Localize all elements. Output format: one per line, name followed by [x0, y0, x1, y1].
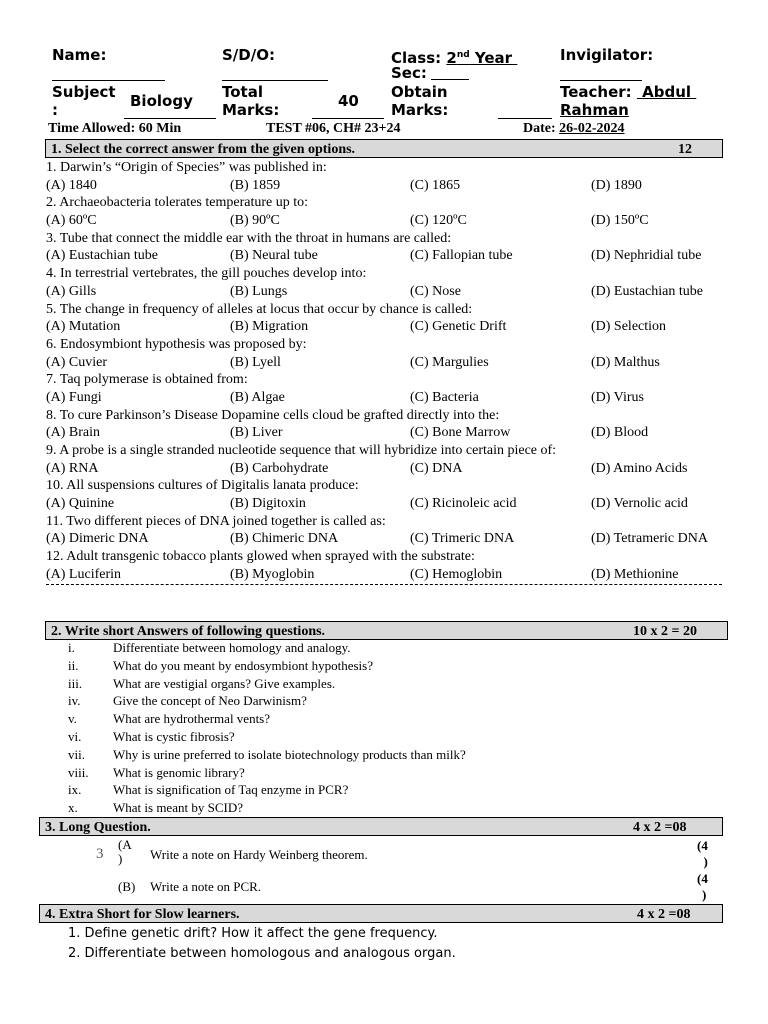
mcq-question: 5. The change in frequency of alleles at locus that occur by chance is called: — [46, 301, 473, 317]
mcq-options-row — [46, 177, 736, 195]
section3-header — [39, 817, 723, 836]
mcq-question: 12. Adult transgenic tobacco plants glowed when sprayed with the substrate: — [46, 549, 475, 565]
mcq-option-c: (C) 120ºC — [410, 213, 467, 229]
invigilator-field-line[interactable] — [560, 80, 642, 81]
short-question-number: vi. — [68, 728, 82, 744]
mcq-option-d: (D) Amino Acids — [591, 460, 688, 476]
mcq-option-b: (B) Algae — [230, 389, 285, 405]
mcq-option-c: (C) Margulies — [410, 354, 489, 370]
name-field-line[interactable] — [52, 80, 165, 81]
mcq-options-row — [46, 460, 736, 478]
mcq-question: 7. Taq polymerase is obtained from: — [46, 372, 248, 388]
mcq-option-d: (D) Nephridial tube — [591, 248, 702, 264]
mcq-question: 2. Archaeobacteria tolerates temperature up to: — [46, 195, 308, 211]
mcq-question: 11. Two different pieces of DNA joined together is called as: — [46, 513, 386, 529]
section-divider — [46, 584, 722, 585]
short-question-text: What is signification of Taq enzyme in PCR? — [113, 782, 349, 798]
mcq-option-c: (C) Fallopian tube — [410, 248, 513, 264]
short-question-text: What are hydrothermal vents? — [113, 711, 271, 727]
mcq-option-c: (C) DNA — [410, 460, 463, 476]
teacher-label: Teacher: — [560, 83, 632, 101]
mcq-option-c: (C) Bacteria — [410, 389, 479, 405]
short-question-number: v. — [68, 711, 77, 727]
short-question-text: What are vestigial organs? Give examples. — [113, 675, 336, 691]
mcq-question: 6. Endosymbiont hypothesis was proposed by: — [46, 336, 307, 352]
date-value: 26-02-2024 — [559, 121, 625, 136]
mcq-option-d: (D) Virus — [591, 389, 644, 405]
mcq-options-row — [46, 247, 736, 265]
mcq-list — [46, 159, 736, 584]
mcq-option-b: (B) Migration — [230, 319, 309, 335]
mcq-options-row — [46, 566, 736, 584]
mcq-option-c: (C) Hemoglobin — [410, 566, 503, 582]
mcq-option-d: (D) Vernolic acid — [591, 496, 688, 512]
mcq-option-a: (A) 1840 — [46, 177, 97, 193]
short-question-number: iv. — [68, 693, 81, 709]
short-question-text: What is meant by SCID? — [113, 800, 243, 816]
sdo-label: S/D/O: — [222, 46, 275, 64]
total-marks-line — [312, 118, 384, 119]
mcq-options-row — [46, 424, 736, 442]
date-field — [523, 121, 624, 137]
mcq-option-d: (D) Tetrameric DNA — [591, 531, 708, 547]
mcq-option-a: (A) Mutation — [46, 319, 121, 335]
short-question-number: ii. — [68, 657, 79, 673]
long-question-a-label: (A ) — [118, 837, 132, 866]
mcq-option-b: (B) Liver — [230, 425, 283, 441]
section4-marks: 4 x 2 =08 — [637, 907, 691, 922]
mcq-option-b: (B) Neural tube — [230, 248, 318, 264]
mcq-option-a: (A) Eustachian tube — [46, 248, 158, 264]
short-question-number: x. — [68, 800, 78, 816]
mcq-options-row — [46, 212, 736, 230]
mcq-option-a: (A) Brain — [46, 425, 101, 441]
section3-marks: 4 x 2 =08 — [633, 820, 687, 835]
mcq-option-a: (A) Gills — [46, 283, 97, 299]
mcq-options-row — [46, 318, 736, 336]
section1-marks: 12 — [678, 142, 692, 157]
mcq-option-c: (C) Nose — [410, 283, 461, 299]
mcq-option-b: (B) Lungs — [230, 283, 288, 299]
section3-title: 3. Long Question. — [45, 820, 151, 835]
section2-title: 2. Write short Answers of following questions. — [51, 624, 326, 639]
mcq-question: 4. In terrestrial vertebrates, the gill pouches develop into: — [46, 266, 367, 282]
section4-title: 4. Extra Short for Slow learners. — [45, 907, 240, 922]
sdo-field-line[interactable] — [222, 80, 328, 81]
section4-header — [39, 904, 723, 923]
short-question-number: viii. — [68, 764, 89, 780]
mcq-option-a: (A) Dimeric DNA — [46, 531, 149, 547]
mcq-option-d: (D) Selection — [591, 319, 667, 335]
subject-value: Biology — [130, 92, 193, 110]
short-question-text: What is genomic library? — [113, 764, 245, 780]
teacher-value-last: Rahman — [560, 101, 629, 119]
mcq-option-b: (B) Chimeric DNA — [230, 531, 339, 547]
mcq-options-row — [46, 354, 736, 372]
mcq-option-a: (A) Quinine — [46, 496, 115, 512]
mcq-option-b: (B) Carbohydrate — [230, 460, 329, 476]
subject-label: Subject — [52, 83, 116, 101]
mcq-option-a: (A) RNA — [46, 460, 99, 476]
short-question-number: i. — [68, 640, 75, 655]
mcq-option-d: (D) 1890 — [591, 177, 642, 193]
mcq-option-c: (C) 1865 — [410, 177, 461, 193]
short-question-text: Differentiate between homology and analogy. — [113, 640, 351, 655]
short-question-number: ix. — [68, 782, 82, 798]
short-question-number: iii. — [68, 675, 83, 691]
obtain-marks-line[interactable] — [498, 118, 552, 119]
test-info: TEST #06, CH# 23+24 — [266, 121, 401, 136]
mcq-option-c: (C) Genetic Drift — [410, 319, 507, 335]
short-question-text: Why is urine preferred to isolate biotechnology products than milk? — [113, 746, 466, 762]
long-question-b-label: (B) — [118, 879, 136, 894]
name-label: Name: — [52, 46, 107, 64]
mcq-options-row — [46, 530, 736, 548]
short-question-text: What do you meant by endosymbiont hypothesis? — [113, 657, 373, 673]
extra-short-question: 1. Define genetic drift? How it affect the gene frequency. — [68, 926, 438, 941]
extra-short-list — [68, 924, 456, 964]
subject-label-colon: : — [52, 101, 58, 119]
section2-marks: 10 x 2 = 20 — [633, 624, 697, 639]
date-label: Date: — [523, 121, 556, 136]
mcq-options-row — [46, 283, 736, 301]
mcq-question: 9. A probe is a single stranded nucleotide sequence that will hybridize into certain piece of: — [46, 443, 557, 458]
mcq-options-row — [46, 389, 736, 407]
sec-label: Sec: — [391, 64, 427, 82]
mcq-option-a: (A) Fungi — [46, 389, 102, 405]
extra-short-question: 2. Differentiate between homologous and analogous organ. — [68, 946, 456, 961]
total-marks-label: Total — [222, 83, 263, 101]
long-question-b-text: Write a note on PCR. — [150, 879, 262, 894]
subject-field-line — [124, 118, 216, 119]
teacher-value-first: Abdul — [642, 83, 692, 101]
time-allowed: Time Allowed: 60 Min — [48, 121, 182, 136]
section2-header — [45, 621, 728, 640]
mcq-question: 1. Darwin’s “Origin of Species” was published in: — [46, 160, 327, 175]
mcq-option-c: (C) Bone Marrow — [410, 425, 511, 441]
long-question-number: 3 — [96, 846, 104, 862]
mcq-option-b: (B) 1859 — [230, 177, 281, 193]
long-question-a-text: Write a note on Hardy Weinberg theorem. — [150, 847, 368, 862]
mcq-options-row — [46, 495, 736, 513]
mcq-option-d: (D) 150ºC — [591, 213, 649, 229]
mcq-question: 10. All suspensions cultures of Digitalis lanata produce: — [46, 478, 359, 494]
total-marks-label-2: Marks: — [222, 101, 280, 119]
teacher-field — [560, 83, 696, 101]
mcq-option-d: (D) Methionine — [591, 566, 679, 582]
mcq-option-b: (B) Lyell — [230, 354, 281, 370]
long-question-a-marks: (4 ) — [697, 838, 708, 869]
mcq-option-b: (B) Digitoxin — [230, 496, 306, 512]
long-question-b-marks: (4 ) — [697, 871, 708, 902]
sec-field-line[interactable] — [431, 79, 469, 80]
obtain-marks-label-2: Marks: — [391, 101, 449, 119]
mcq-option-c: (C) Ricinoleic acid — [410, 496, 517, 512]
mcq-option-d: (D) Eustachian tube — [591, 283, 703, 299]
mcq-option-d: (D) Malthus — [591, 354, 660, 370]
mcq-option-a: (A) Luciferin — [46, 566, 122, 582]
class-value: 2nd Year — [446, 49, 513, 67]
mcq-option-a: (A) Cuvier — [46, 354, 108, 370]
invigilator-label: Invigilator: — [560, 46, 654, 64]
mcq-question: 8. To cure Parkinson’s Disease Dopamine cells cloud be grafted directly into the: — [46, 407, 500, 423]
section1-title: 1. Select the correct answer from the given options. — [51, 142, 356, 157]
mcq-option-c: (C) Trimeric DNA — [410, 531, 515, 547]
mcq-question: 3. Tube that connect the middle ear with the throat in humans are called: — [46, 230, 452, 246]
mcq-option-a: (A) 60ºC — [46, 213, 97, 229]
obtain-marks-label: Obtain — [391, 83, 448, 101]
class-label: Class: — [391, 49, 442, 67]
section1-header — [45, 139, 723, 158]
mcq-option-d: (D) Blood — [591, 425, 649, 441]
short-question-text: Give the concept of Neo Darwinism? — [113, 693, 307, 709]
mcq-option-b: (B) 90ºC — [230, 213, 280, 229]
total-marks-value: 40 — [338, 92, 359, 110]
mcq-option-b: (B) Myoglobin — [230, 566, 315, 582]
short-question-number: vii. — [68, 746, 85, 762]
short-question-text: What is cystic fibrosis? — [113, 728, 235, 744]
